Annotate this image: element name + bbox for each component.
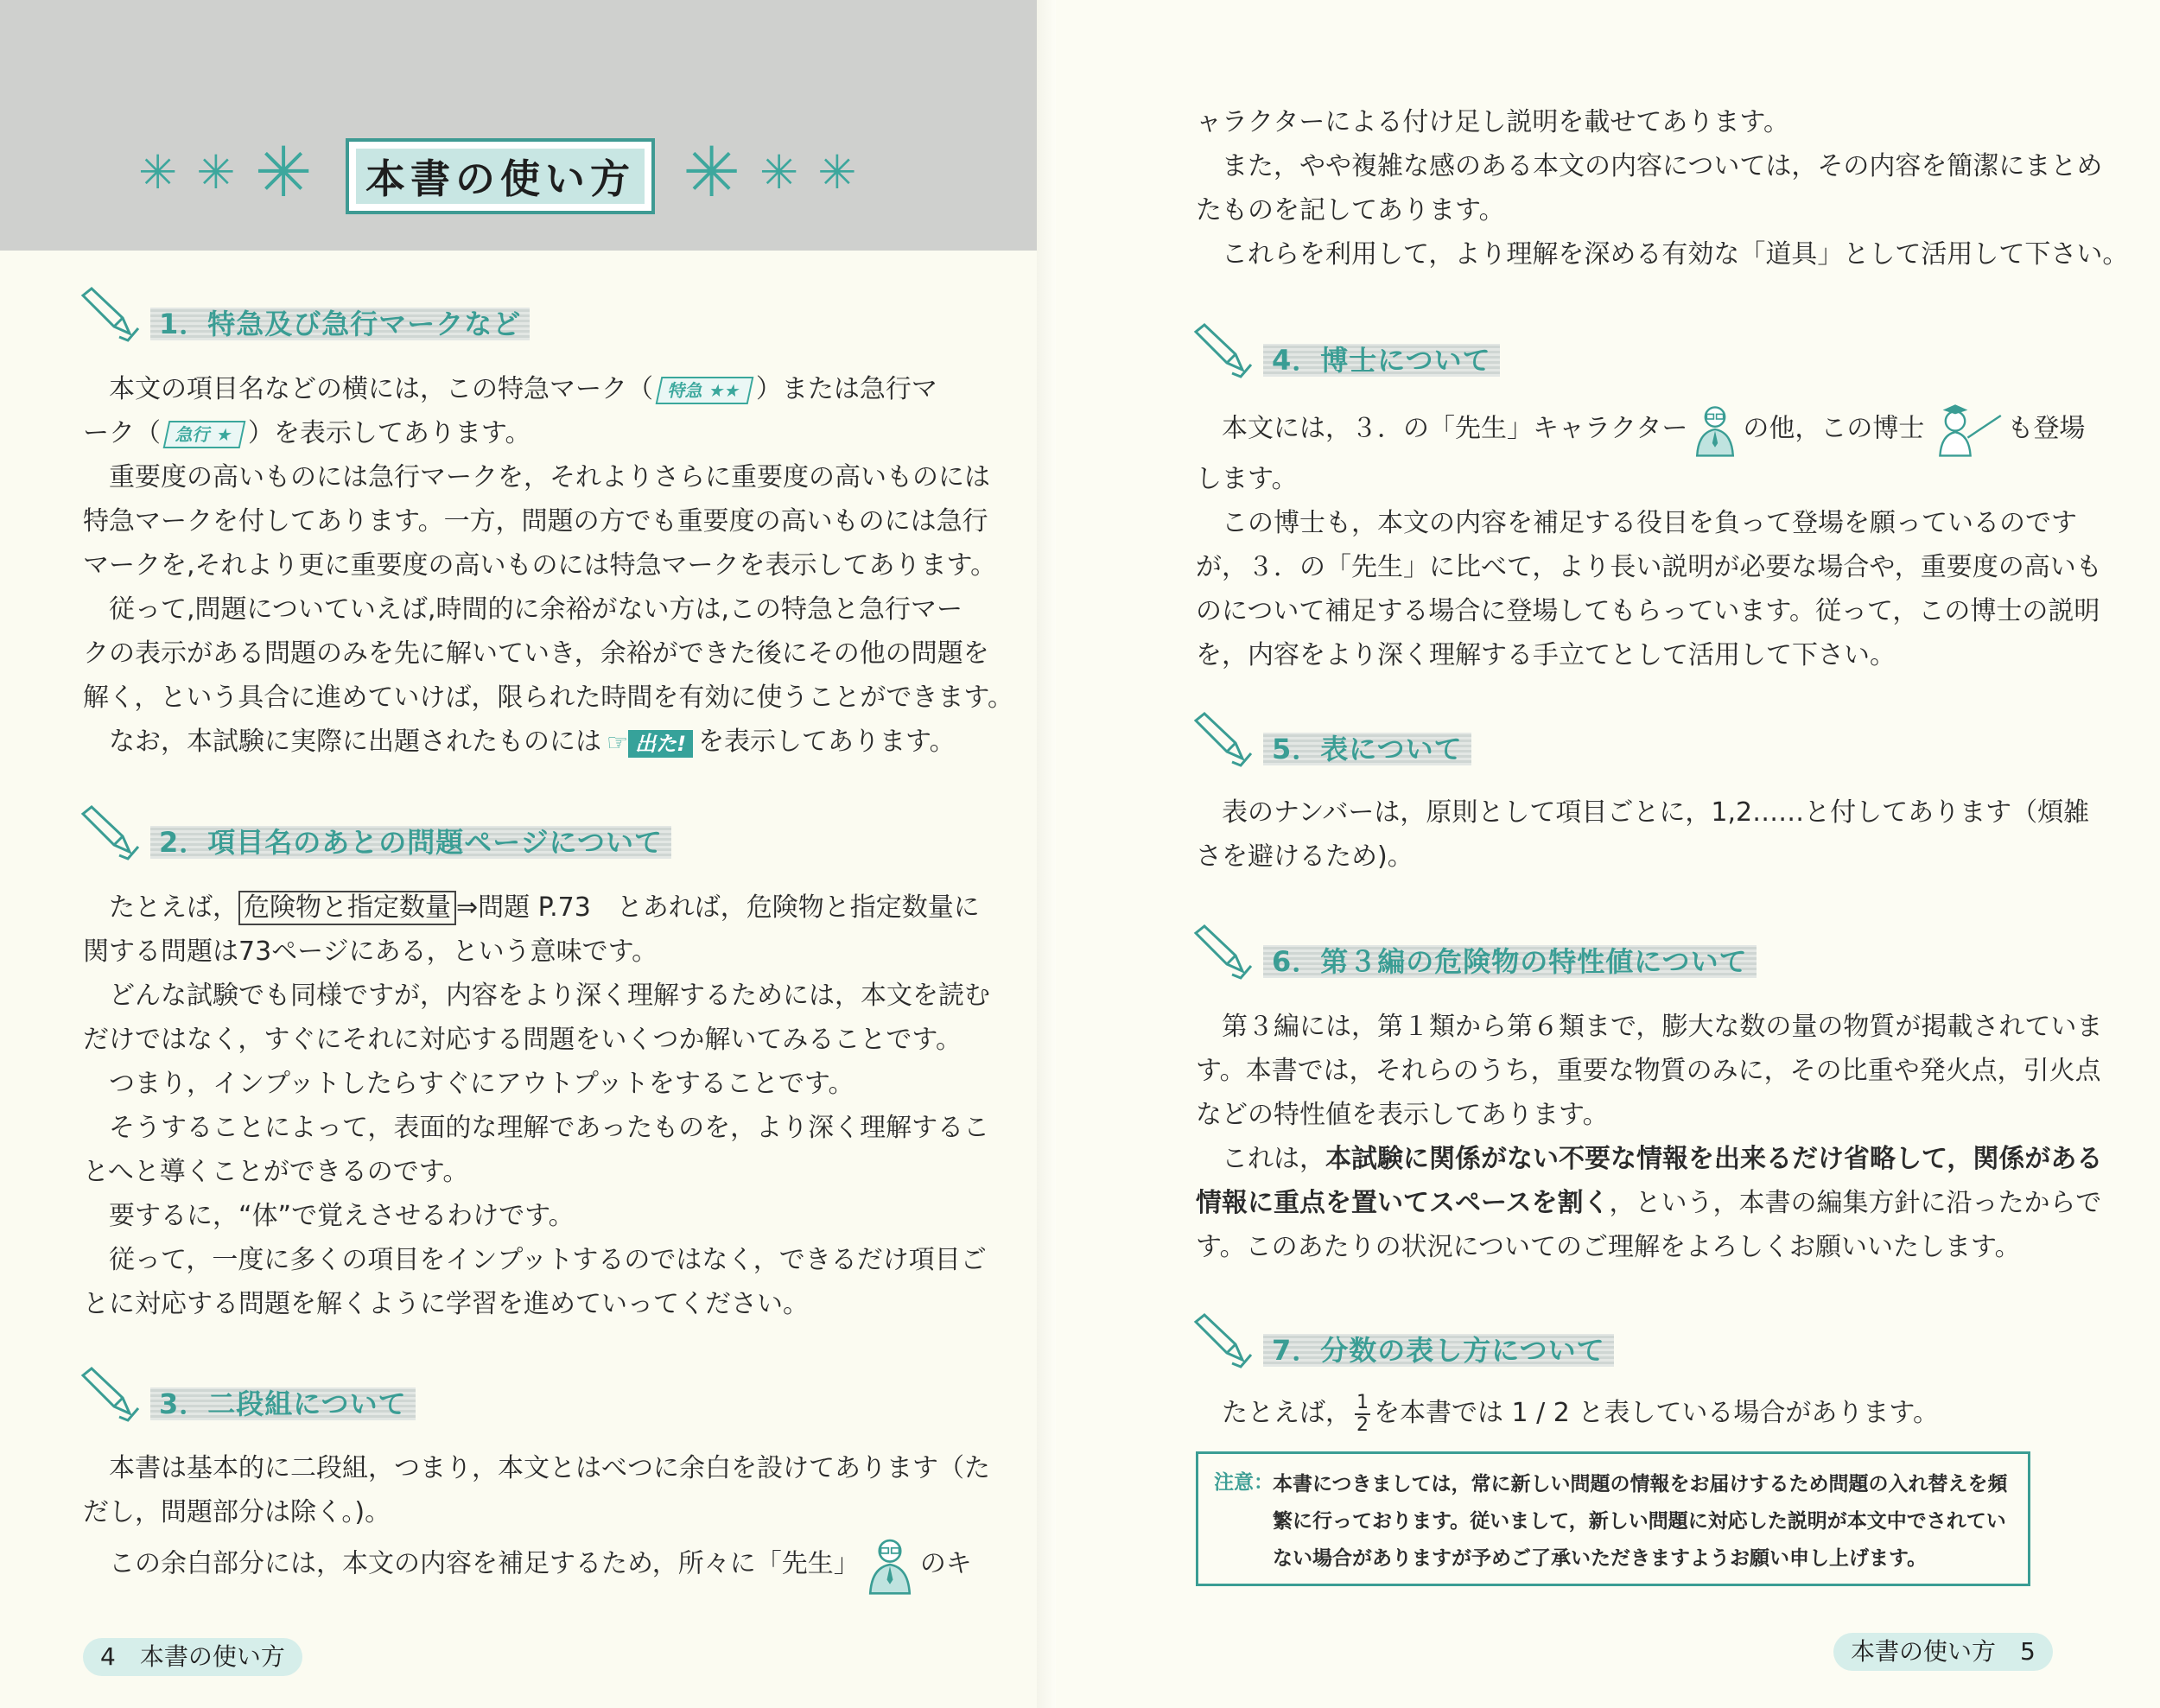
page-title-box [346,138,655,214]
pencil-icon [1192,321,1253,382]
section-4-body: 本文には，３．の「先生」キャラクター の他，この博士 も登場 します。 この博士も，本文の内容を補足する役目を負って登場を願っているのです が，３．の「先生」に比べて，より長い説明が必要な場合や，重要度の高いも のについて補足する場合に登場してもらっています。従って，この博士の説明 を，内容をより深く理解する手立てとして活用して下さい。 [1196,402,2102,677]
section-5-title: 5．表について [1263,733,1471,765]
page-footer-right [1833,1633,2053,1671]
section-7-heading [1192,1311,1614,1372]
footer-label: 本書の使い方 [139,1642,285,1671]
section-4-title: 4．博士について [1263,344,1500,377]
topic-reference-box: 危険物と指定数量 [238,891,456,925]
section-1-heading [79,285,530,346]
notice-box [1196,1451,2030,1586]
kyuko-mark: 急行 ★ [163,421,246,448]
section-2-title: 2．項目名のあとの問題ページについて [150,826,671,859]
pencil-icon [1192,710,1253,771]
pencil-icon [1192,1311,1253,1372]
notice-label: 注意： [1214,1471,1274,1494]
section-6-heading [1192,923,1757,983]
asterisk-icon: ✳ [759,145,799,200]
section-3-body: 本書は基本的に二段組，つまり，本文とはべつに余白を設けてあります（た だし，問題部分は除く。)。 この余白部分には，本文の内容を補足するため，所々に「先生」 のキ [83,1446,990,1595]
deta-mark: ☞ 出た! [607,721,693,765]
section-2-heading [79,803,671,864]
section-6-body: 第３編には，第１類から第６類まで，膨大な数の量の物質が掲載されていま す。本書では，それらのうち，重要な物質のみに，その比重や発火点，引火点 などの特性値を表示してあります。 これは，本試験に関係がない不要な情報を出来るだけ省略して，関係がある 情報に重点を置いてスペースを割く，という，本書の編集方針に沿ったからで す。このあたりの状況についてのご理解をよろしくお願いいたします。 [1196,1012,2103,1262]
page-number: 4 [100,1642,116,1671]
pencil-icon [1192,923,1253,983]
pencil-icon [79,1365,140,1425]
asterisk-icon: ✳ [196,145,236,200]
page-number: 5 [2020,1637,2036,1666]
fraction-one-half: $\frac{1}{2}$ [1356,1391,1369,1436]
section-3-heading [79,1365,416,1425]
sparkle-icon: ✳ [683,132,741,213]
section-2-body: たとえば， 危険物と指定数量 ⇒問題 P.73 とあれば，危険物と指定数量に 関する問題は73ページにある，という意味です。 どんな試験でも同様ですが，内容をより深く理解するためには，本文を読む だけではなく，すぐにそれに対応する問題をいくつか解いてみることです。 つまり，インプットしたらすぐにアウトプットをすることです。 そうすることによって，表面的な理解であったものを，より深く理解するこ とへと導くことができるのです。 要するに，“体”で覚えさせるわけです。 従って，一度に多くの項目をインプットするのではなく，できるだけ項目ご とに対応する問題を解くように学習を進めていってください。 [83,892,990,1319]
footer-label: 本書の使い方 [1851,1637,1997,1666]
teacher-character-icon [1687,402,1743,457]
decorative-stars-right [683,132,857,213]
section-7-body: たとえば， $\frac{1}{2}$ を本書では 1 / 2 と表している場合があります。 [1222,1391,1940,1436]
asterisk-icon: ✳ [817,145,857,200]
sparkle-icon: ✳ [254,132,313,213]
section-3-continued: ャラクターによる付け足し説明を載せてあります。 また，やや複雑な感のある本文の内容については，その内容を簡潔にまとめ たものを記してあります。 これらを利用して，より理解を深める有効な「道具」として活用して下さい。 [1196,107,2129,270]
left-page [0,0,1056,1708]
section-1-body: 本文の項目名などの横には，この特急マーク（ 特急 ★★ ）または急行マ ーク（ 急行 ★ ）を表示してあります。 重要度の高いものには急行マークを，それよりさらに重要度の高いものには 特急マークを付してあります。一方，問題の方でも重要度の高いものには急行 マークを,それより更に重要度の高いものには特急マークを表示してあります。 従って,問題についていえば,時間的に余裕がない方は,この特急と急行マー クの表示がある問題のみを先に解いていき，余裕ができた後にその他の問題を 解く，という具合に進めていけば，限られた時間を有効に使うことができます。 なお，本試験に実際に出題されたものには ☞ 出た! を表示してあります。 [83,367,1013,765]
section-5-body: 表のナンバーは，原則として項目ごとに，1,2……と付してあります（煩雑 さを避けるため)。 [1196,797,2090,872]
decorative-stars-left [138,132,313,213]
section-3-title: 3．二段組について [150,1387,416,1420]
section-5-heading [1192,710,1471,771]
page-title: 本書の使い方 [356,149,645,204]
teacher-character-icon [860,1534,920,1595]
pointing-hand-icon: ☞ [607,728,629,757]
tokkyu-mark: 特急 ★★ [656,377,754,404]
section-6-title: 6．第３編の危険物の特性値について [1263,945,1757,978]
section-1-title: 1．特急及び急行マークなど [150,308,530,340]
notice-text: 本書につきましては，常に新しい問題の情報をお届けするため問題の入れ替えを頻 繁に行っております。従いまして，新しい問題に対応した説明が本文中でされてい ない場合がありますが予めご了承いただきますようお願い申し上げます。 [1273,1473,2008,1570]
section-7-title: 7．分数の表し方について [1263,1334,1614,1367]
pencil-icon [79,285,140,346]
doctor-character-icon [1924,402,2007,457]
page-footer-left [83,1638,302,1676]
section-4-heading [1192,321,1500,382]
asterisk-icon: ✳ [138,145,178,200]
pencil-icon [79,803,140,864]
